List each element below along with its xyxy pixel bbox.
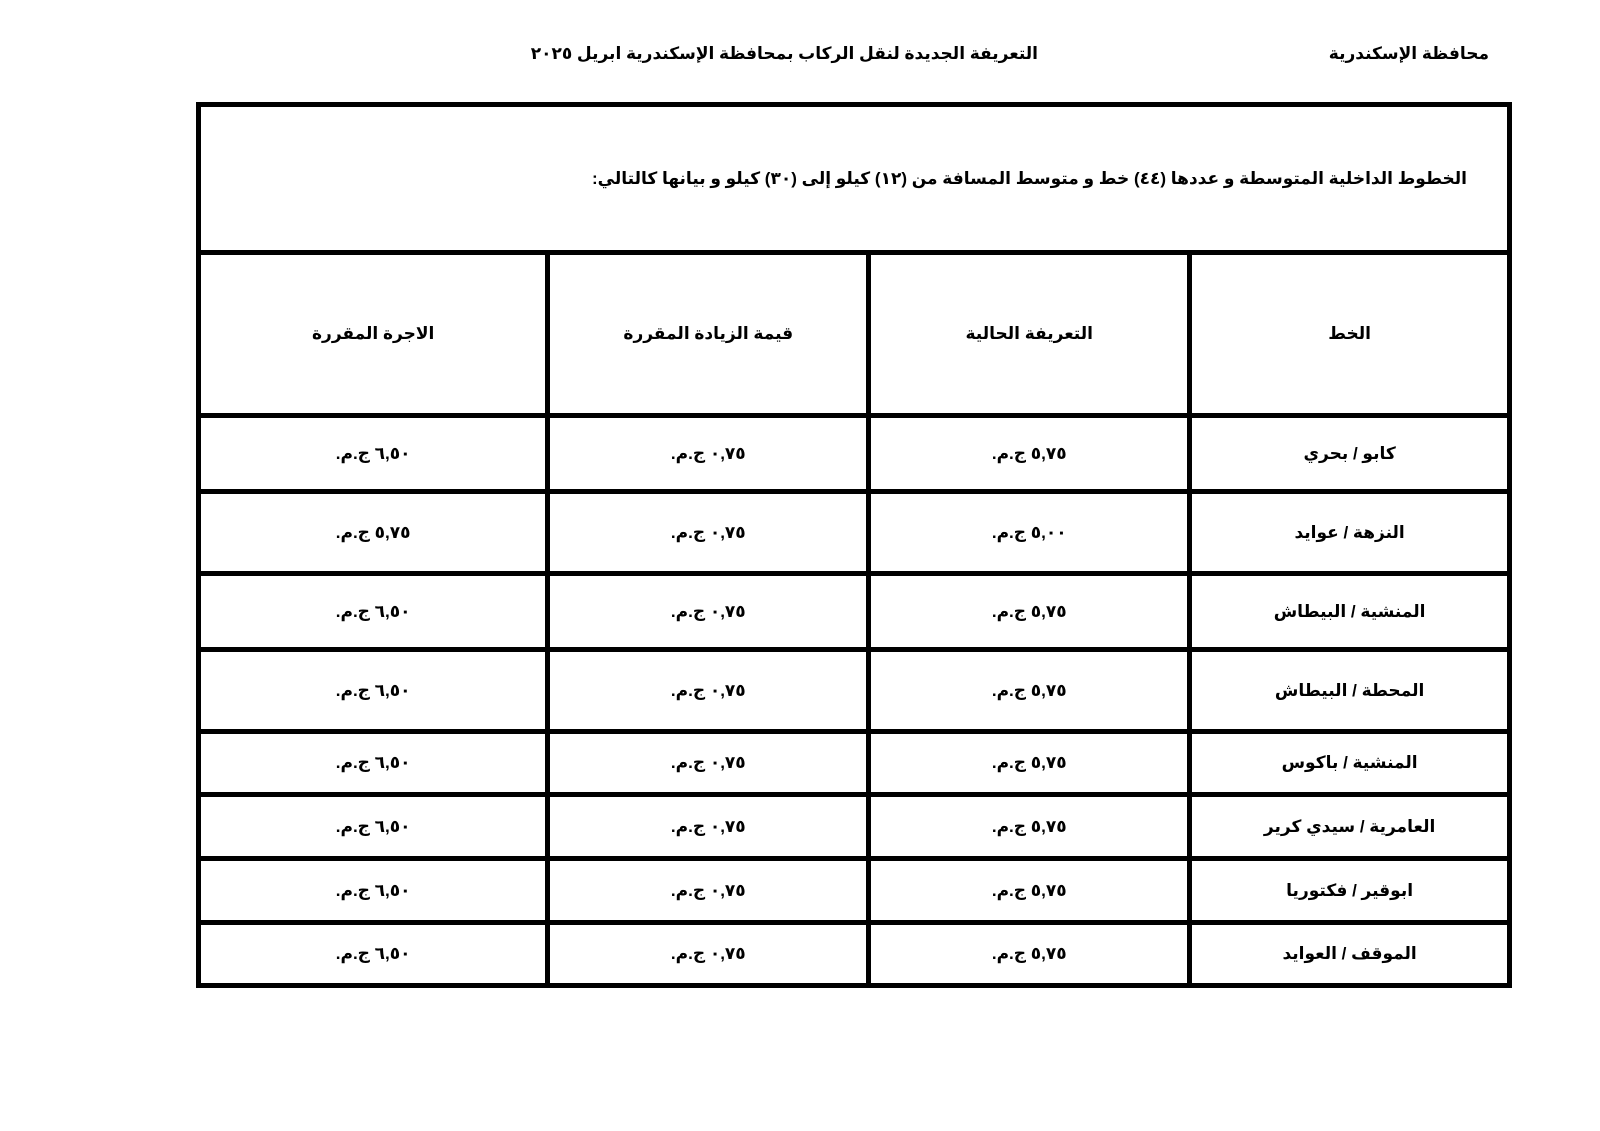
cell-increase: ٠,٧٥ ج.م.: [548, 650, 869, 732]
cell-new-fare: ٦,٥٠ ج.م.: [199, 416, 548, 492]
document-title: التعريفة الجديدة لنقل الركاب بمحافظة الإسكندرية ابريل ٢٠٢٥: [530, 44, 1038, 63]
cell-line: ابوقير / فكتوريا: [1190, 859, 1510, 923]
cell-current-fare: ٥,٧٥ ج.م.: [869, 859, 1190, 923]
cell-new-fare: ٥,٧٥ ج.م.: [199, 492, 548, 574]
cell-current-fare: ٥,٧٥ ج.م.: [869, 650, 1190, 732]
cell-current-fare: ٥,٧٥ ج.م.: [869, 795, 1190, 859]
table-row: [199, 416, 1510, 492]
column-header-new-fare: الاجرة المقررة: [199, 253, 548, 416]
cell-line: المنشية / البيطاش: [1190, 574, 1510, 650]
cell-current-fare: ٥,٧٥ ج.م.: [869, 574, 1190, 650]
cell-increase: ٠,٧٥ ج.م.: [548, 574, 869, 650]
cell-new-fare: ٦,٥٠ ج.م.: [199, 732, 548, 795]
cell-new-fare: ٦,٥٠ ج.م.: [199, 923, 548, 986]
cell-line: المنشية / باكوس: [1190, 732, 1510, 795]
table-row: [199, 492, 1510, 574]
column-header-current-fare: التعريفة الحالية: [869, 253, 1190, 416]
cell-line: العامرية / سيدي كرير: [1190, 795, 1510, 859]
cell-increase: ٠,٧٥ ج.م.: [548, 859, 869, 923]
table-row: [199, 574, 1510, 650]
column-header-increase: قيمة الزيادة المقررة: [548, 253, 869, 416]
cell-increase: ٠,٧٥ ج.م.: [548, 795, 869, 859]
cell-line: النزهة / عوايد: [1190, 492, 1510, 574]
table-row: [199, 732, 1510, 795]
cell-new-fare: ٦,٥٠ ج.م.: [199, 574, 548, 650]
table-row: [199, 650, 1510, 732]
table-row: [199, 859, 1510, 923]
table-row: [199, 795, 1510, 859]
cell-line: كابو / بحري: [1190, 416, 1510, 492]
table-header-row: [199, 253, 1510, 416]
page-header: [0, 40, 1600, 70]
cell-new-fare: ٦,٥٠ ج.م.: [199, 859, 548, 923]
cell-increase: ٠,٧٥ ج.م.: [548, 492, 869, 574]
cell-increase: ٠,٧٥ ج.م.: [548, 416, 869, 492]
cell-line: المحطة / البيطاش: [1190, 650, 1510, 732]
cell-current-fare: ٥,٧٥ ج.م.: [869, 923, 1190, 986]
governorate-name: محافظة الإسكندرية: [1328, 44, 1489, 63]
cell-increase: ٠,٧٥ ج.م.: [548, 923, 869, 986]
cell-current-fare: ٥,٠٠ ج.م.: [869, 492, 1190, 574]
table-row: [199, 923, 1510, 986]
table-caption: الخطوط الداخلية المتوسطة و عددها (٤٤) خط و متوسط المسافة من (١٢) كيلو إلى (٣٠) كيلو و بيانها كالتالي:: [199, 105, 1510, 253]
cell-increase: ٠,٧٥ ج.م.: [548, 732, 869, 795]
fare-table: [196, 102, 1512, 988]
cell-line: الموقف / العوايد: [1190, 923, 1510, 986]
cell-current-fare: ٥,٧٥ ج.م.: [869, 732, 1190, 795]
cell-new-fare: ٦,٥٠ ج.م.: [199, 650, 548, 732]
column-header-line: الخط: [1190, 253, 1510, 416]
cell-new-fare: ٦,٥٠ ج.م.: [199, 795, 548, 859]
cell-current-fare: ٥,٧٥ ج.م.: [869, 416, 1190, 492]
